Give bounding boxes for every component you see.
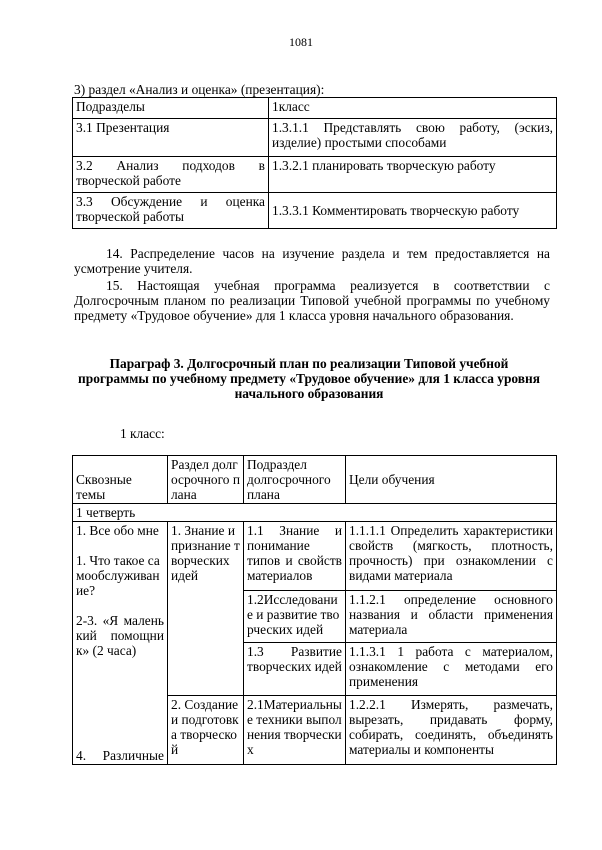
paragraph-15: 15. Настоящая учебная программа реализуется в соответствии с Долгосрочным планом по реализации Типовой учебной программы по учебному предмету «Трудовое обучение» для 1 класса уровня начального образования.	[74, 278, 550, 323]
theme-2: 1. Что такое самообслуживание?	[76, 553, 160, 598]
theme-3: 2-3. «Я маленький помощник» (2 часа)	[76, 613, 164, 658]
goal-cell: 1.1.3.1 1 работа с материалом, ознакомление с методами его применения	[346, 643, 557, 696]
table-row	[73, 119, 557, 157]
table-row	[73, 522, 557, 591]
subsections-table	[72, 97, 557, 229]
header-cell-subsections: Подразделы	[73, 98, 269, 119]
header-cell-goals: Цели обучения	[346, 456, 557, 504]
theme-4: 4. Различные	[76, 748, 164, 763]
goal-cell: 1.3.3.1 Комментировать творческую работу	[269, 193, 557, 229]
goal-cell: 1.3.1.1 Представлять свою работу, (эскиз, изделие) простыми способами	[269, 119, 557, 157]
header-cell-themes: Сквозные темы	[73, 456, 168, 504]
quarter-row	[73, 504, 557, 522]
header-cell-section: Раздел долгосрочного плана	[168, 456, 244, 504]
table-row	[73, 157, 557, 193]
paragraph-heading: Параграф 3. Долгосрочный план по реализации Типовой учебной программы по учебному предмету «Трудовое обучение» для 1 класса уровня начального образования	[78, 356, 540, 401]
header-cell-subsection: Подраздел долгосрочного плана	[244, 456, 346, 504]
header-cell-grade: 1класс	[269, 98, 557, 119]
subsection-cell: 3.1 Презентация	[73, 119, 269, 157]
table-row	[73, 193, 557, 229]
quarter-label: 1 четверть	[73, 504, 557, 522]
theme-1: 1. Все обо мне	[76, 523, 159, 538]
subsection-cell: 1.1 Знание и понимание типов и свойств материалов	[244, 522, 346, 591]
goal-cell: 1.2.2.1 Измерять, размечать, вырезать, придавать форму, собирать, соединять, объединять материалы и компоненты	[346, 696, 557, 765]
goal-cell: 1.3.2.1 планировать творческую работу	[269, 157, 557, 193]
long-term-plan-table	[72, 455, 557, 765]
themes-cell	[73, 522, 168, 765]
paragraph-14: 14. Распределение часов на изучение раздела и тем предоставляется на усмотрение учителя.	[74, 246, 550, 276]
goal-cell: 1.1.1.1 Определить характеристики свойств (мягкость, плотность, прочность) при ознакомлении с видами материала	[346, 522, 557, 591]
section-cell: 1. Знание и признание творческих идей	[168, 522, 244, 696]
page-number: 1081	[289, 35, 313, 49]
grade-label: 1 класс:	[120, 426, 165, 441]
subsection-cell: 3.3 Обсуждение и оценка творческой работы	[73, 193, 269, 229]
subsection-cell: 1.2Исследование и развитие творческих идей	[244, 590, 346, 643]
subsection-cell: 2.1Материальные техники выполнения творческих	[244, 696, 346, 765]
subsection-cell: 1.3 Развитие творческих идей	[244, 643, 346, 696]
table-header-row	[73, 456, 557, 504]
section-cell: 2. Создание и подготовка творческой	[168, 696, 244, 765]
subsection-cell: 3.2 Анализ подходов в творческой работе	[73, 157, 269, 193]
table-header-row	[73, 98, 557, 119]
section-intro: 3) раздел «Анализ и оценка» (презентация):	[74, 82, 325, 97]
goal-cell: 1.1.2.1 определение основного названия и области применения материала	[346, 590, 557, 643]
